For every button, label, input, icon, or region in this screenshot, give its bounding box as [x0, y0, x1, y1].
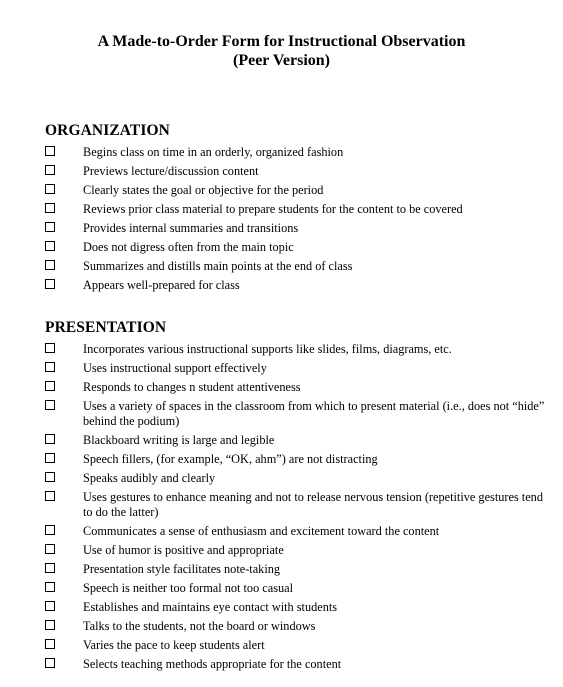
checkbox[interactable] [45, 582, 55, 592]
checklist-item-label: Provides internal summaries and transitions [83, 221, 299, 235]
checklist-item [44, 378, 549, 397]
checkbox[interactable] [45, 472, 55, 482]
checklist-item [44, 636, 549, 655]
checklist-item-label: Incorporates various instructional supports like slides, films, diagrams, etc. [83, 342, 452, 356]
checklist-item [44, 522, 549, 541]
checklist-item-label: Uses a variety of spaces in the classroom from which to present material (i.e., does not “hide” behind the podium) [83, 399, 545, 428]
checkbox[interactable] [45, 491, 55, 501]
checkbox[interactable] [45, 525, 55, 535]
checklist-item-label: Communicates a sense of enthusiasm and excitement toward the content [83, 524, 440, 538]
checkbox[interactable] [45, 620, 55, 630]
checklist-item-label: Previews lecture/discussion content [83, 164, 259, 178]
checklist-item [44, 238, 549, 257]
checkbox[interactable] [45, 260, 55, 270]
checkbox[interactable] [45, 381, 55, 391]
checklist-item [44, 276, 549, 295]
checkbox[interactable] [45, 639, 55, 649]
checklist-item-label: Varies the pace to keep students alert [83, 638, 265, 652]
checklist-item [44, 469, 549, 488]
checkbox[interactable] [45, 184, 55, 194]
checkbox[interactable] [45, 453, 55, 463]
checkbox[interactable] [45, 362, 55, 372]
checklist [44, 143, 549, 295]
checklist-item [44, 397, 549, 431]
checklist-item [44, 143, 549, 162]
checklist-item-label: Uses gestures to enhance meaning and not to release nervous tension (repetitive gestures tend to do the latter) [83, 490, 543, 519]
checkbox[interactable] [45, 601, 55, 611]
checkbox[interactable] [45, 400, 55, 410]
checklist-item [44, 219, 549, 238]
checklist-item-label: Does not digress often from the main topic [83, 240, 294, 254]
checklist-item [44, 162, 549, 181]
section-organization [44, 122, 549, 295]
checklist-item-label: Uses instructional support effectively [83, 361, 267, 375]
checklist [44, 340, 549, 674]
checkbox[interactable] [45, 279, 55, 289]
checklist-item-label: Summarizes and distills main points at the end of class [83, 259, 353, 273]
checklist-item-label: Use of humor is positive and appropriate [83, 543, 284, 557]
checklist-item-label: Blackboard writing is large and legible [83, 433, 275, 447]
checkbox[interactable] [45, 241, 55, 251]
checkbox[interactable] [45, 434, 55, 444]
checklist-item [44, 450, 549, 469]
checklist-item [44, 431, 549, 450]
checklist-item-label: Speech is neither too formal not too casual [83, 581, 294, 595]
checkbox[interactable] [45, 222, 55, 232]
checklist-item [44, 598, 549, 617]
form-title: A Made-to-Order Form for Instructional Observation [97, 33, 466, 50]
checklist-item [44, 359, 549, 378]
checklist-item-label: Selects teaching methods appropriate for the content [83, 657, 342, 671]
checklist-item-label: Speech fillers, (for example, “OK, ahm”) are not distracting [83, 452, 378, 466]
checklist-item-label: Establishes and maintains eye contact with students [83, 600, 338, 614]
checklist-item-label: Reviews prior class material to prepare students for the content to be covered [83, 202, 463, 216]
checkbox[interactable] [45, 544, 55, 554]
checklist-item [44, 340, 549, 359]
checklist-item [44, 617, 549, 636]
section-heading: ORGANIZATION [45, 122, 170, 139]
section-heading: PRESENTATION [45, 319, 167, 336]
checklist-item-label: Begins class on time in an orderly, organized fashion [83, 145, 344, 159]
checklist-item [44, 488, 549, 522]
form-subtitle: (Peer Version) [232, 52, 330, 69]
checklist-item-label: Speaks audibly and clearly [83, 471, 216, 485]
checklist-item [44, 541, 549, 560]
checklist-item [44, 257, 549, 276]
checklist-item [44, 560, 549, 579]
checklist-item-label: Talks to the students, not the board or windows [83, 619, 316, 633]
checkbox[interactable] [45, 658, 55, 668]
checklist-item-label: Clearly states the goal or objective for the period [83, 183, 324, 197]
checklist-item-label: Appears well-prepared for class [83, 278, 240, 292]
checklist-item-label: Presentation style facilitates note-taking [83, 562, 281, 576]
checkbox[interactable] [45, 343, 55, 353]
checklist-item [44, 655, 549, 674]
checkbox[interactable] [45, 563, 55, 573]
section-presentation [44, 319, 549, 674]
checklist-item [44, 200, 549, 219]
checklist-item [44, 181, 549, 200]
checkbox[interactable] [45, 203, 55, 213]
checklist-item-label: Responds to changes n student attentiveness [83, 380, 301, 394]
checklist-item [44, 579, 549, 598]
checkbox[interactable] [45, 165, 55, 175]
checkbox[interactable] [45, 146, 55, 156]
